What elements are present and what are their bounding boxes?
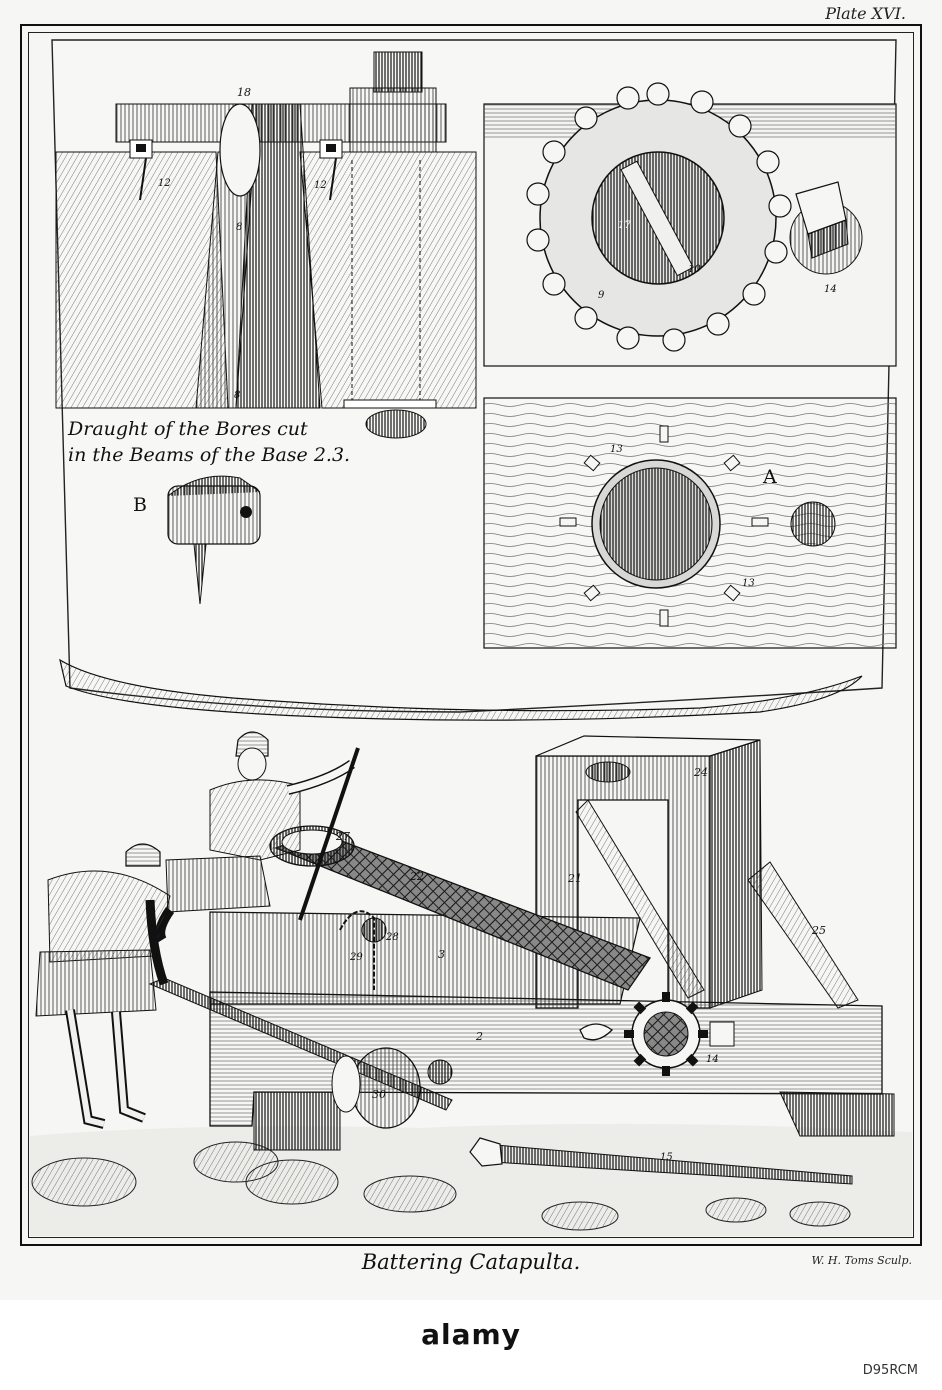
svg-text:24: 24 (694, 766, 708, 779)
svg-text:2: 2 (476, 1030, 483, 1043)
svg-text:18: 18 (237, 86, 251, 99)
svg-text:21: 21 (568, 872, 582, 885)
svg-text:3: 3 (438, 948, 445, 961)
svg-text:13: 13 (742, 578, 755, 589)
svg-text:22: 22 (410, 870, 424, 883)
svg-text:8: 8 (234, 390, 241, 401)
figure-a-label: A (763, 466, 777, 488)
svg-text:25: 25 (812, 924, 826, 937)
svg-text:12: 12 (314, 180, 327, 191)
svg-text:8: 8 (236, 222, 243, 233)
catapult-scene (30, 732, 912, 1236)
engraver-credit: W. H. Toms Sculp. (811, 1254, 912, 1267)
figure-b-label: B (133, 494, 147, 516)
bores-caption-line-2: in the Beams of the Base 2.3. (68, 444, 351, 466)
svg-text:14: 14 (824, 284, 837, 295)
base-plan-figure-a (484, 398, 896, 648)
svg-text:9: 9 (598, 290, 605, 301)
cogwheel-figure (484, 83, 896, 366)
bores-caption (68, 416, 428, 468)
svg-text:14: 14 (706, 1054, 719, 1065)
svg-text:17: 17 (618, 220, 631, 231)
svg-text:15: 15 (660, 1152, 673, 1163)
svg-text:10: 10 (688, 264, 701, 275)
stock-watermark-bar (0, 1300, 942, 1390)
plate-number: Plate XVI. (825, 4, 906, 23)
svg-text:28: 28 (386, 932, 399, 943)
watermark-image-id: D95RCM (862, 1363, 918, 1378)
soldier-standing (160, 732, 358, 940)
svg-text:29: 29 (350, 952, 363, 963)
svg-text:27: 27 (336, 830, 350, 843)
soldier-bending (36, 844, 170, 1124)
svg-text:30: 30 (372, 1088, 386, 1101)
svg-text:12: 12 (158, 178, 171, 189)
watermark-brand: alamy (421, 1318, 521, 1351)
svg-text:13: 13 (610, 444, 623, 455)
bores-caption-line-1: Draught of the Bores cut (68, 418, 308, 440)
plate-title: Battering Catapulta. (361, 1250, 581, 1274)
